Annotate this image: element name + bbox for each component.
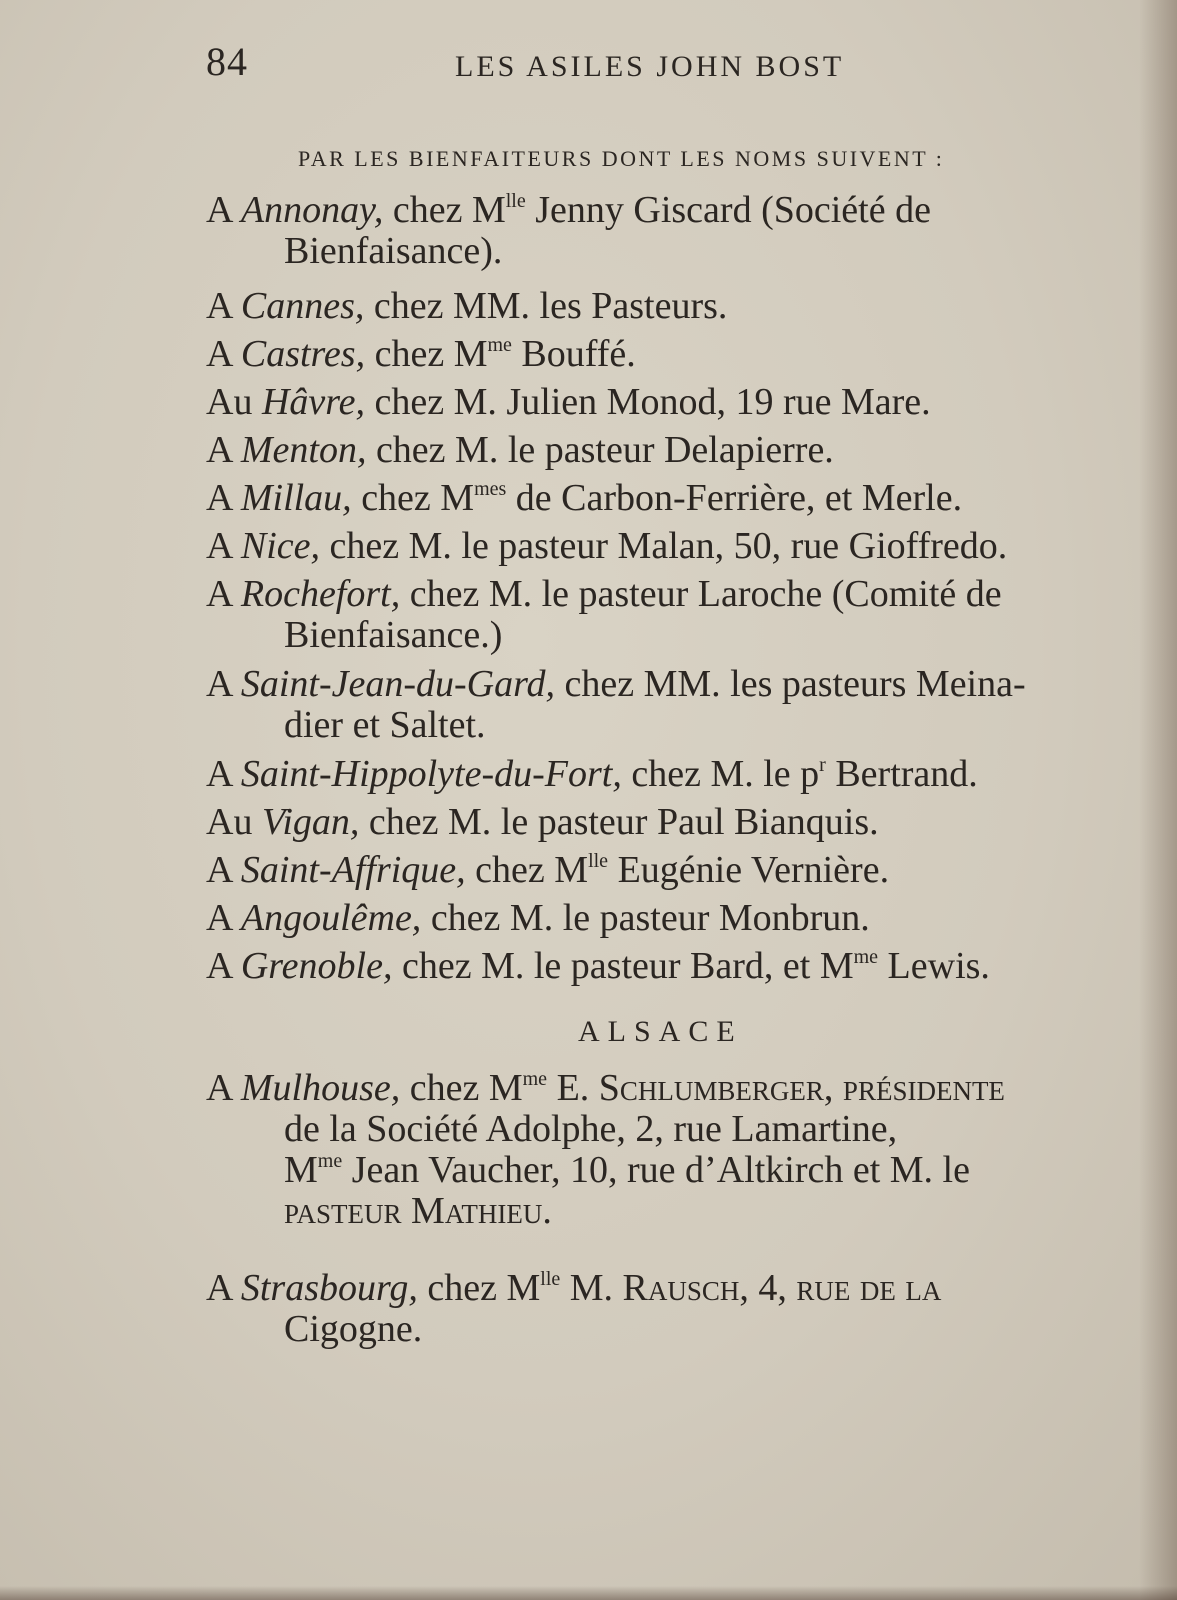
entry-superscript: me (853, 946, 879, 968)
entry-prefix: A (206, 1067, 232, 1109)
entry-line (206, 189, 931, 231)
entry-place: Millau, (240, 477, 352, 519)
entry-text: chez M. le pasteur Delapierre. (375, 429, 834, 471)
entry-item (206, 478, 1126, 519)
page-edge-shadow (1139, 0, 1177, 1600)
entry-prefix: A (206, 477, 232, 519)
entry-superscript: me (487, 334, 512, 356)
entry-line (206, 1068, 1126, 1109)
entry-superscript: lle (540, 1268, 561, 1290)
entry-line (206, 1267, 941, 1309)
entry-superscript: mes (474, 478, 507, 500)
entry-item (206, 574, 1126, 656)
entry-line (206, 663, 1026, 705)
entry-line (206, 753, 978, 795)
entry-continuation: Bienfaisance.) (284, 614, 503, 656)
entry-item (206, 802, 1126, 843)
entry-item (206, 850, 1126, 891)
entry-prefix: A (206, 429, 232, 471)
entry-line (206, 429, 834, 471)
entry-text: chez M (392, 189, 506, 231)
entry-line (206, 573, 1002, 615)
entry-text: de Carbon-Ferrière, et Merle. (506, 477, 963, 519)
section-title: ALSACE (578, 1015, 743, 1048)
entry-text: chez M (361, 477, 475, 519)
entry-text: Jenny Giscard (Société de (525, 189, 931, 231)
entry-text: chez M. le pasteur Paul Bianquis. (368, 801, 879, 843)
entry-place: Castres, (240, 333, 366, 375)
entry-superscript: me (522, 1068, 548, 1090)
entry-text: M. Rausch, 4, rue de la (560, 1267, 942, 1309)
entry-text: chez M. le pasteur Laroche (Comité de (409, 573, 1002, 615)
entry-text: chez M (374, 333, 488, 375)
running-header: LES ASILES JOHN BOST (455, 50, 845, 83)
entry-continuation: de la Société Adolphe, 2, rue Lamartine, (284, 1108, 898, 1150)
entry-place: Annonay, (240, 189, 384, 231)
entry-superscript: r (819, 754, 826, 776)
entry-continuation: dier et Saltet. (284, 704, 486, 746)
entry-item (206, 430, 1126, 471)
entry-prefix: A (206, 285, 232, 327)
entry-text: chez M. le p (631, 753, 820, 795)
entry-item (206, 754, 1126, 795)
entry-place: Saint-Affrique, (240, 849, 466, 891)
entry-item (206, 526, 1126, 567)
entry-line (206, 477, 962, 519)
entry-prefix: A (206, 897, 232, 939)
entry-place: Strasbourg, (240, 1267, 418, 1309)
entry-continuation (206, 1150, 1126, 1191)
entry-continuation: Bienfaisance). (284, 230, 503, 272)
entry-line (206, 897, 870, 939)
entry-item (206, 334, 1126, 375)
entry-place: Hâvre, (261, 381, 366, 423)
entry-item (206, 664, 1126, 746)
entry-text: chez M. le pasteur Bard, et M (401, 945, 854, 987)
entry-prefix: A (206, 945, 232, 987)
entry-text: Bertrand. (825, 753, 978, 795)
page-number: 84 (206, 39, 248, 84)
entry-place: Angoulême, (240, 897, 422, 939)
entry-prefix: Au (206, 801, 253, 843)
entry-prefix: A (206, 753, 232, 795)
entry-text: M (284, 1149, 318, 1191)
entry-text: Jean Vaucher, 10, rue d’Altkirch et M. le (342, 1149, 970, 1191)
entry-prefix: A (206, 333, 232, 375)
entry-line (206, 945, 990, 987)
entry-item (206, 946, 1126, 987)
entry-superscript: lle (505, 190, 526, 212)
entry-line (206, 381, 931, 423)
entry-text: Eugénie Vernière. (608, 849, 890, 891)
entry-line (206, 333, 636, 375)
entry-prefix: Au (206, 381, 253, 423)
entry-line (206, 285, 727, 327)
entry-strasbourg (206, 1268, 1126, 1350)
entry-text: Lewis. (878, 945, 990, 987)
entry-place: Saint-Jean-du-Gard, (240, 663, 555, 705)
entry-text: chez M. le pasteur Malan, 50, rue Gioffredo. (329, 525, 1008, 567)
subheading: PAR LES BIENFAITEURS DONT LES NOMS SUIVENT : (298, 146, 945, 171)
entry-place: Grenoble, (240, 945, 393, 987)
entry-place: Vigan, (261, 801, 360, 843)
entry-prefix: A (206, 189, 232, 231)
entry-place: Cannes, (240, 285, 365, 327)
entry-item (206, 898, 1126, 939)
entry-prefix: A (206, 663, 232, 705)
entry-continuation: Cigogne. (284, 1308, 423, 1350)
entry-prefix: A (206, 573, 232, 615)
page-bottom-shadow (0, 1586, 1177, 1600)
entry-text: chez M. le pasteur Monbrun. (430, 897, 870, 939)
entry-place: Mulhouse, (240, 1067, 401, 1109)
entry-superscript: me (317, 1150, 343, 1172)
entry-item (206, 190, 1126, 272)
entry-place: Menton, (240, 429, 367, 471)
entry-continuation: pasteur Mathieu. (284, 1190, 552, 1232)
entry-text: chez M. Julien Monod, 19 rue Mare. (374, 381, 931, 423)
entry-item (206, 382, 1126, 423)
entry-line (206, 525, 1007, 567)
entry-text: chez M (475, 849, 589, 891)
entry-text: chez MM. les Pasteurs. (373, 285, 728, 327)
entry-place: Nice, (240, 525, 320, 567)
entry-line (206, 801, 879, 843)
entry-superscript: lle (588, 850, 609, 872)
entry-text: chez MM. les pasteurs Meina- (564, 663, 1026, 705)
entry-text: chez M (427, 1267, 541, 1309)
entry-line (206, 849, 889, 891)
entry-prefix: A (206, 849, 232, 891)
entry-place: Saint-Hippolyte-du-Fort, (240, 753, 622, 795)
entry-text: Bouffé. (511, 333, 636, 375)
entry-text: E. Schlumberger, présidente (547, 1067, 1005, 1109)
entry-prefix: A (206, 1267, 232, 1309)
entry-place: Rochefort, (240, 573, 401, 615)
entry-item (206, 286, 1126, 327)
entry-text: chez M (409, 1067, 523, 1109)
entry-mulhouse (206, 1068, 1126, 1232)
entry-prefix: A (206, 525, 232, 567)
